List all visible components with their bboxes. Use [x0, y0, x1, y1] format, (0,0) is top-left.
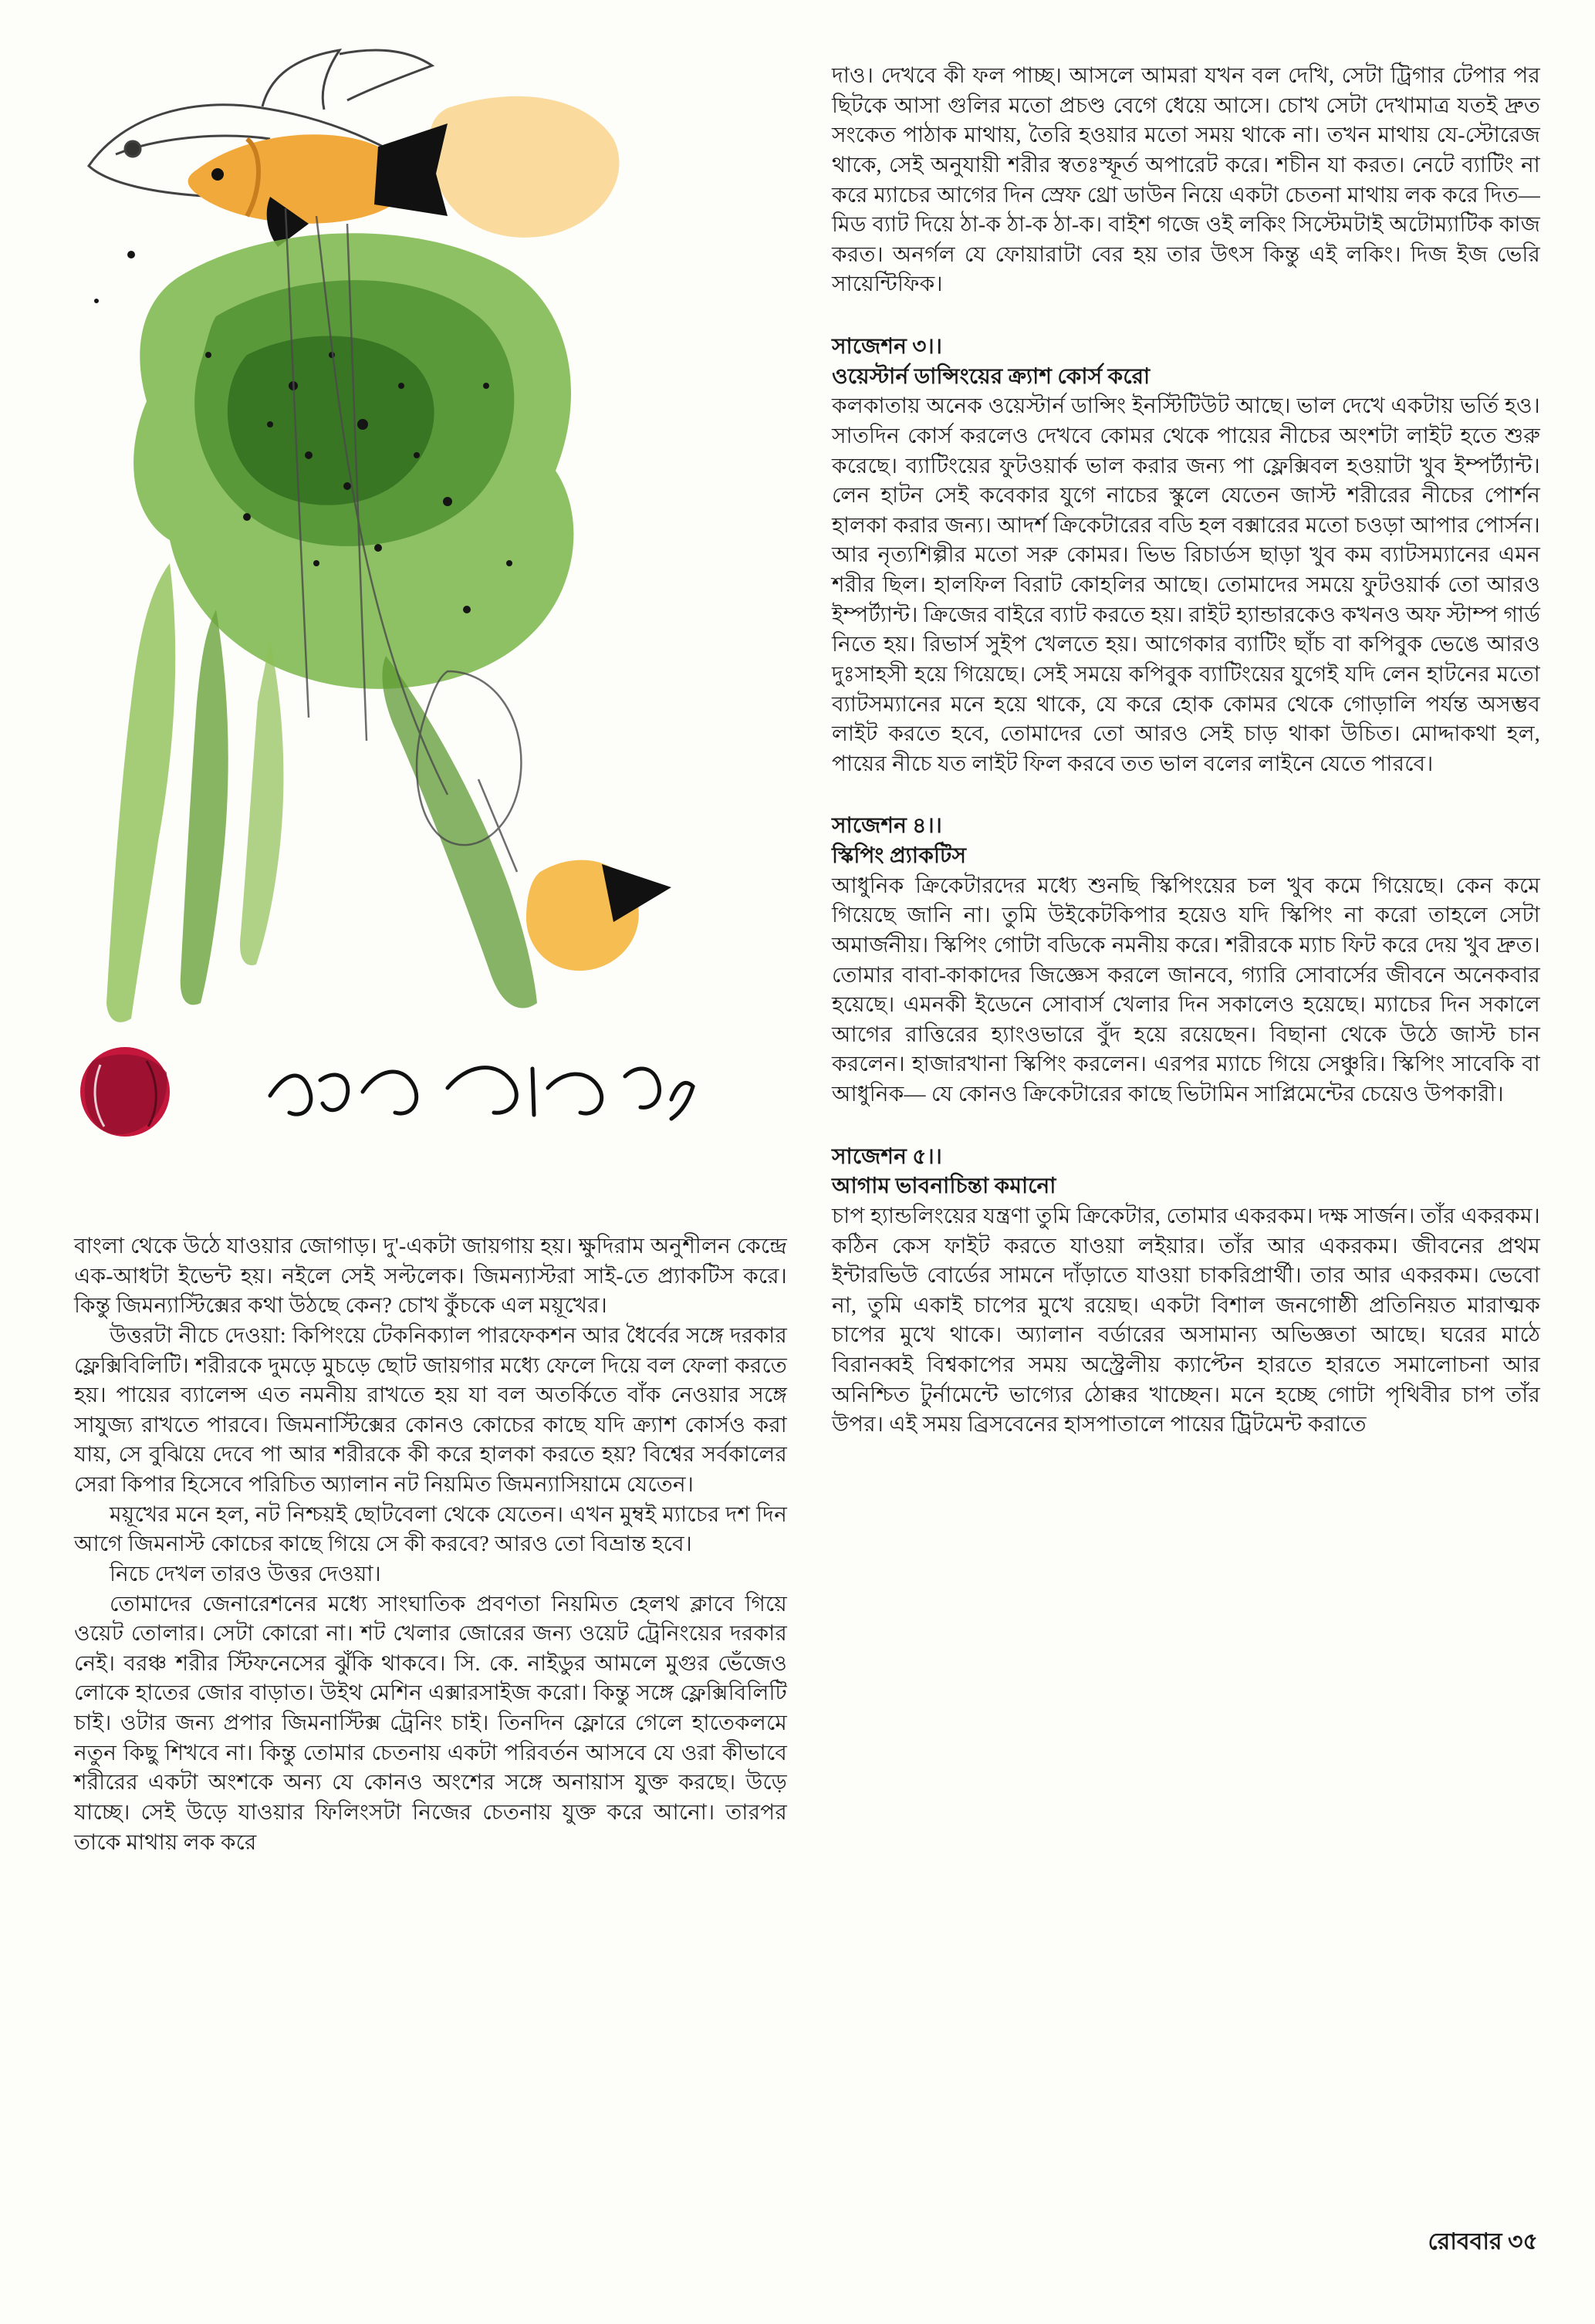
left-paragraph: নিচে দেখল তারও উত্তর দেওয়া।: [110, 1562, 381, 1586]
section-suggestion-3: [832, 333, 1540, 779]
section-suggestion-5: [832, 1143, 1540, 1441]
section-body: চাপ হ্যান্ডলিংয়ের যন্ত্রণা তুমি ক্রিকেটার, তোমার একরকম। দক্ষ সার্জন। তাঁর একরকম। কঠিন কেস ফাইট করতে যাওয়া লইয়ার। তাঁর আর একরকম। জীবনের প্রথম ইন্টারভিউ বোর্ডের সামনে দাঁড়াতে যাওয়া চাকরিপ্রার্থী। তার আর একরকম। ভেবো না, তুমি একাই চাপের মুখে রয়েছ। একটা বিশাল জনগোষ্ঠী প্রতিনিয়ত মারাত্মক চাপের মুখে থাকে। অ্যালান বর্ডারের অসামান্য অভিজ্ঞতা আছে। ঘরের মাঠে বিরানব্বই বিশ্বকাপের সময় অস্ট্রেলীয় ক্যাপ্টেন হারতে হারতে সমালোচনা আর অনিশ্চিত টুর্নামেন্টে ভাগ্যের ঠোক্কর খাচ্ছেন। মনে হচ্ছে গোটা পৃথিবীর চাপ তাঁর উপর। এই সময় ব্রিসবেনের হাসপাতালে পায়ের ট্রিটমেন্ট করাতে: [832, 1204, 1540, 1437]
right-column: [832, 62, 1540, 1441]
illustration-svg: [15, 23, 787, 1211]
left-paragraph: তোমাদের জেনারেশনের মধ্যে সাংঘাতিক প্রবণতা নিয়মিত হেলথ ক্লাবে গিয়ে ওয়েট তোলার। সেটা কোরো না। শট খেলার জোরের জন্য ওয়েট ট্রেনিংয়ের দরকার নেই। বরঞ্চ শরীর স্টিফনেসের ঝুঁকি থাকবে। সি. কে. নাইডুর আমলে মুগুর ভেঁজেও লোকে হাতের জোর বাড়াত। উইথ মেশিন এক্সারসাইজ করো। কিন্তু সঙ্গে ফ্লেক্সিবিলিটি চাই। ওটার জন্য প্রপার জিমনাস্টিক্স ট্রেনিং চাই। তিনদিন ফ্লোরে গেলে হাতেকলমে নতুন কিছু শিখবে না। কিন্তু তোমার চেতনায় একটা পরিবর্তন আসবে যে ওরা কীভাবে শরীরের একটা অংশকে অন্য যে কোনও অংশের সঙ্গে অনায়াস যুক্ত করছে। উড়ে যাচ্ছে। সেই উড়ে যাওয়ার ফিলিংসটা নিজের চেতনায় যুক্ত করে আনো। তারপর তাকে মাথায় লক করে: [74, 1592, 787, 1855]
section-suggestion-4: [832, 812, 1540, 1110]
section-body: আধুনিক ক্রিকেটারদের মধ্যে শুনছি স্কিপিংয়ের চল খুব কমে গিয়েছে। কেন কমে গিয়েছে জানি না। তুমি উইকেটকিপার হয়েও যদি স্কিপিং না করো তাহলে সেটা অমার্জনীয়। স্কিপিং গোটা বডিকে নমনীয় করে। শরীরকে ম্যাচ ফিট করে দেয় খুব দ্রুত। তোমার বাবা-কাকাদের জিজ্ঞেস করলে জানবে, গ্যারি সোবার্সের জীবনে অনেকবার হয়েছে। এমনকী ইডেনে সোবার্স খেলার দিন সকালেও হয়েছে। ম্যাচের দিন সকালে আগের রাত্তিরের হ্যাংওভারে বুঁদ হয়ে রয়েছেন। বিছানা থেকে উঠে জাস্ট চান করলেন। হাজারখানা স্কিপিং করলেন। এরপর ম্যাচে গিয়ে সেঞ্চুরি। স্কিপিং সাবেকি বা আধুনিক— যে কোনও ক্রিকেটারের কাছে ভিটামিন সাপ্লিমেন্টের চেয়েও উপকারী।: [832, 873, 1540, 1106]
green-watercolor-mass: [106, 233, 573, 1022]
section-subheading: ওয়েস্টার্ন ডান্সিংয়ের ক্র্যাশ কোর্স করো: [832, 364, 1151, 389]
left-paragraph: ময়ূখের মনে হল, নট নিশ্চয়ই ছোটবেলা থেকে যেতেন। এখন মুম্বই ম্যাচের দশ দিন আগে জিমনাস্ট কোচের কাছে গিয়ে সে কী করবে? আরও তো বিভ্রান্ত হবে।: [74, 1502, 787, 1557]
watercolor-illustration: [15, 23, 787, 1211]
cricket-ball-icon: [80, 1047, 170, 1137]
page-folio: রোববার ৩৫: [1428, 2229, 1538, 2255]
section-body: কলকাতায় অনেক ওয়েস্টার্ন ডান্সিং ইনস্টিটিউট আছে। ভাল দেখে একটায় ভর্তি হও। সাতদিন কোর্স করলেও দেখবে কোমর থেকে পায়ের নীচের অংশটা লাইট হতে শুরু করেছে। ব্যাটিংয়ের ফুটওয়ার্ক ভাল করার জন্য পা ফ্লেক্সিবল হওয়াটা খুব ইম্পর্ট্যান্ট। লেন হাটন সেই কবেকার যুগে নাচের স্কুলে যেতেন জাস্ট শরীরের নীচের পোর্শন হালকা করার জন্য। আদর্শ ক্রিকেটারের বডি হল বক্সারের মতো চওড়া আপার পোর্সন। আর নৃত্যশিল্পীর মতো সরু কোমর। ভিভ রিচার্ডস ছাড়া খুব কম ব্যাটসম্যানের এমন শরীর ছিল। হালফিল বিরাট কোহলির আছে। তোমাদের সময়ে ফুটওয়ার্ক তো আরও ইম্পর্ট্যান্ট। ক্রিজের বাইরে ব্যাট করতে হয়। রাইট হ্যান্ডারকেও কখনও অফ স্টাম্প গার্ড নিতে হয়। রিভার্স সুইপ খেলতে হয়। আগেকার ব্যাটিং ছাঁচ বা কপিবুক ভেঙে আরও দুঃসাহসী হয়ে গিয়েছে। সেই সময়ে কপিবুক ব্যাটিংয়ের যুগেই যদি লেন হাটনের মতো ব্যাটসম্যানের মনে হয়ে থাকে, যে করে হোক কোমর থেকে গোড়ালি পর্যন্ত অসম্ভব লাইট করতে হবে, তোমাদের তো আরও সেই চাড় থাকা উচিত। মোদ্দাকথা হল, পায়ের নীচে যত লাইট ফিল করবে তত ভাল বলের লাইনে যেতে পারবে।: [832, 394, 1540, 776]
left-paragraph: উত্তরটা নীচে দেওয়া: কিপিংয়ে টেকনিক্যাল পারফেকশন আর ধৈর্বের সঙ্গে দরকার ফ্লেক্সিবিলিটি। শরীরকে দুমড়ে মুচড়ে ছোট জায়গার মধ্যে ফেলে দিয়ে বল ফেলা করতে হয়। পায়ের ব্যালেন্স এত নমনীয় রাখতে হয় যা বল অতর্কিতে বাঁক নেওয়ার সঙ্গে সাযুজ্য রাখতে পারবে। জিমনাস্টিক্সের কোনও কোচের কাছে যদি ক্র্যাশ কোর্সও করা যায়, সে বুঝিয়ে দেবে পা আর শরীরকে কী করে হালকা করতে হয়? বিশ্বের সর্বকালের সেরা কিপার হিসেবে পরিচিত অ্যালান নট নিয়মিত জিমন্যাসিয়ামে যেতেন।: [74, 1323, 787, 1497]
left-paragraph: বাংলা থেকে উঠে যাওয়ার জোগাড়। দু'-একটা জায়গায় হয়। ক্ষুদিরাম অনুশীলন কেন্দ্রে এক-আধটা ইভেন্ট হয়। নইলে সেই সল্টলেক। জিমন্যাস্টরা সাই-তে প্র্যাকটিস করে। কিন্তু জিমন্যাস্টিক্সের কথা উঠছে কেন? চোখ কুঁচকে এল ময়ূখের।: [74, 1235, 787, 1319]
section-heading: সাজেশন ৩।।: [832, 335, 943, 359]
section-heading: সাজেশন ৫।।: [832, 1144, 942, 1169]
section-subheading: আগাম ভাবনাচিন্তা কমানো: [832, 1174, 1056, 1199]
left-column: [74, 1232, 787, 1858]
section-heading: সাজেশন ৪।।: [832, 814, 942, 839]
orange-wash: [429, 96, 619, 238]
orange-fish-icon: [188, 123, 448, 224]
right-intro-paragraph: দাও। দেখবে কী ফল পাচ্ছ। আসলে আমরা যখন বল দেখি, সেটা ট্রিগার টেপার পর ছিটকে আসা গুলির মতো প্রচণ্ড বেগে ধেয়ে আসে। চোখ সেটা দেখামাত্র যতই দ্রুত সংকেত পাঠাক মাথায়, তৈরি হওয়ার মতো সময় থাকে না। তখন মাথায় যে-স্টোরেজ থাকে, সেই অনুযায়ী শরীর স্বতঃস্ফূর্ত অপারেট করে। শচীন যা করত। নেটে ব্যাটিং না করে ম্যাচের আগের দিন স্রেফ থ্রো ডাউন নিয়ে একটা চেতনা মাথায় লক করে দিত— মিড ব্যাট দিয়ে ঠা-ক ঠা-ক ঠা-ক। বাইশ গজে ওই লকিং সিস্টেমটাই অটোম্যাটিক কাজ করত। অনর্গল যে ফোয়ারাটা বের হয় তার উৎস কিন্তু এই লকিং। দিজ ইজ ভেরি সায়েন্টিফিক।: [832, 64, 1540, 297]
artist-signature: [270, 1068, 693, 1119]
section-subheading: স্কিপিং প্র্যাকটিস: [832, 844, 967, 868]
